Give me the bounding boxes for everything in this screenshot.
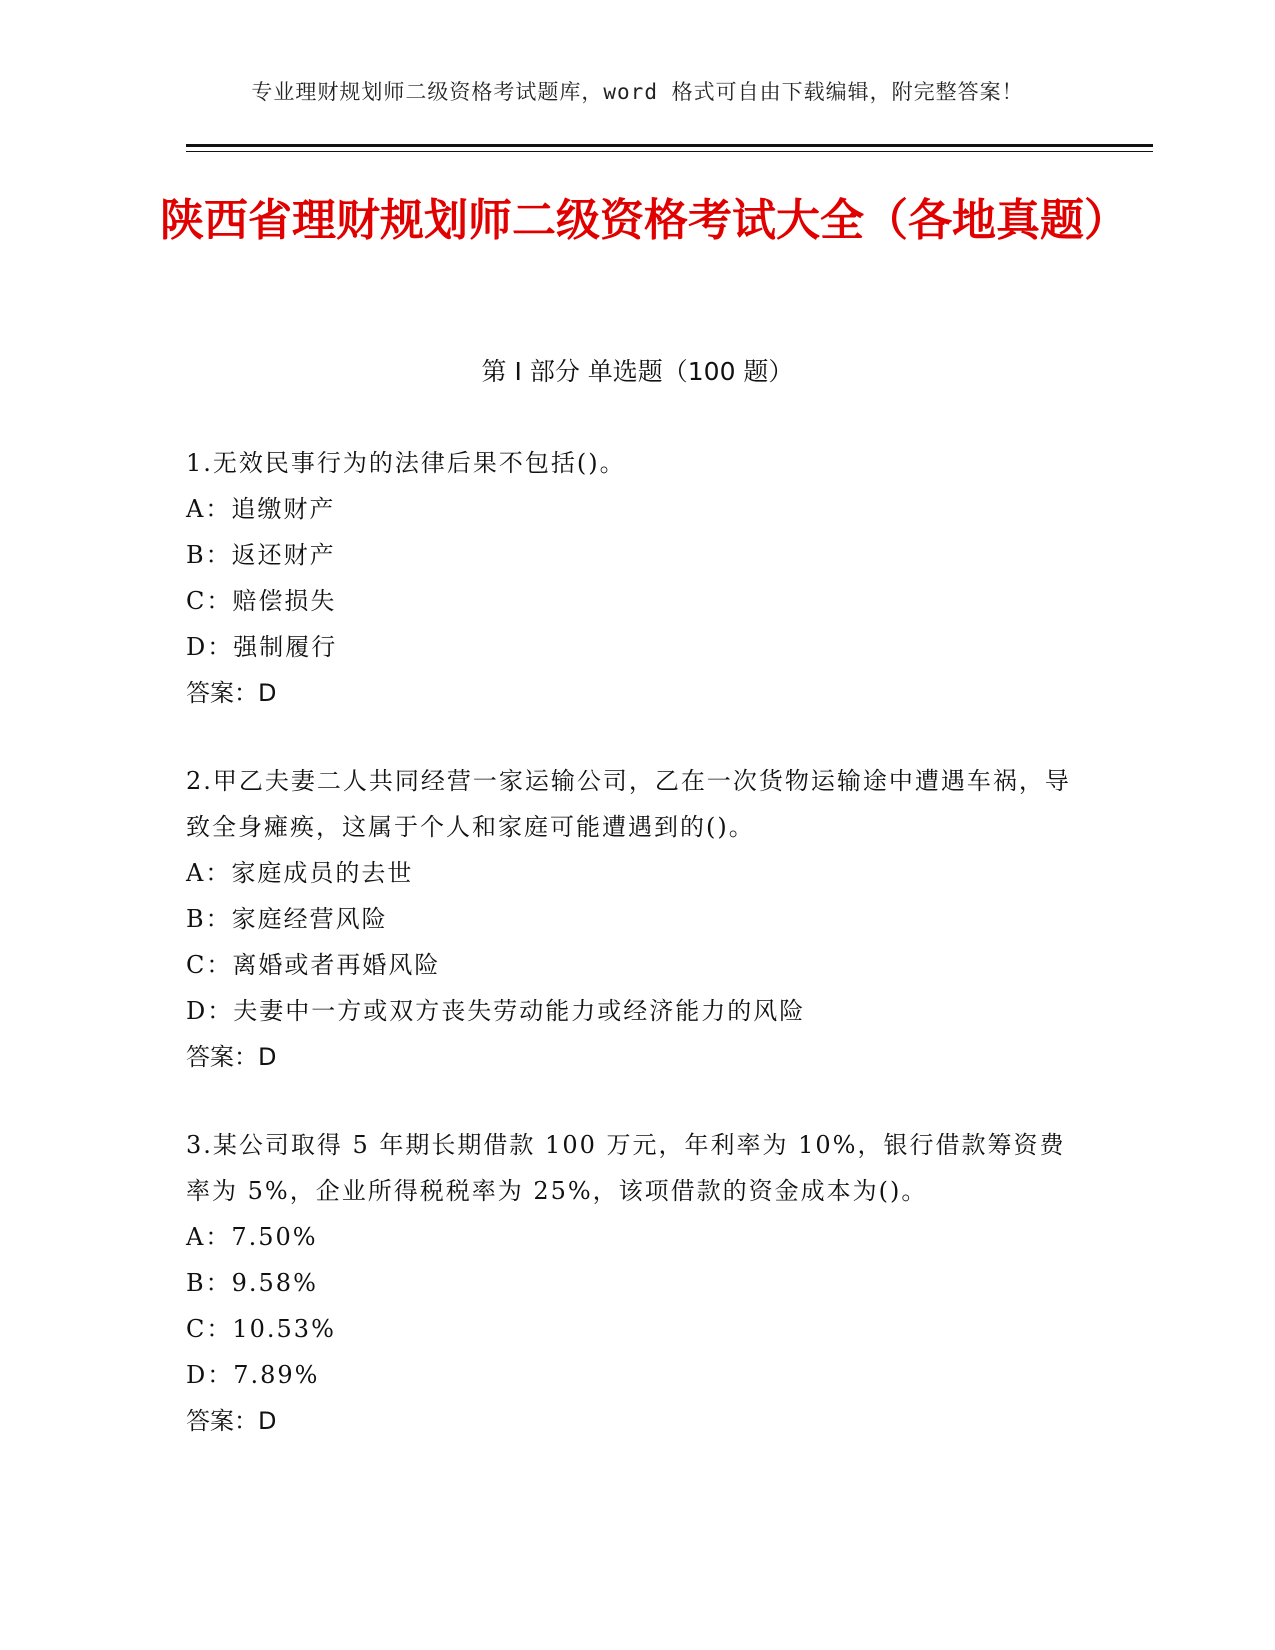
question-stem: 3.某公司取得 5 年期长期借款 100 万元，年利率为 10%，银行借款筹资费率为 5%，企业所得税税率为 25%，该项借款的资金成本为()。 <box>186 1131 1066 1205</box>
header-note: 专业理财规划师二级资格考试题库，word 格式可自由下载编辑，附完整答案！ <box>251 80 1024 104</box>
option-c: C：离婚或者再婚风险 <box>186 951 441 979</box>
question-stem: 1.无效民事行为的法律后果不包括()。 <box>186 449 626 477</box>
option-d: D：强制履行 <box>186 633 338 661</box>
option-c: C：赔偿损失 <box>186 587 337 615</box>
option-d: D：7.89% <box>186 1361 320 1389</box>
option-d: D：夫妻中一方或双方丧失劳动能力或经济能力的风险 <box>186 997 806 1025</box>
document-title: 陕西省理财规划师二级资格考试大全（各地真题） <box>160 195 1128 246</box>
option-b: B：9.58% <box>186 1269 318 1297</box>
question-item <box>186 440 1086 716</box>
option-b: B：返还财产 <box>186 541 336 569</box>
option-a: A：家庭成员的去世 <box>186 859 414 887</box>
option-b: B：家庭经营风险 <box>186 905 388 933</box>
question-item <box>186 758 1086 1080</box>
question-list <box>186 440 1086 1486</box>
answer-label: 答案：D <box>186 1043 277 1071</box>
option-a: A：7.50% <box>186 1223 318 1251</box>
option-a: A：追缴财产 <box>186 495 336 523</box>
section-title: 第 I 部分 单选题（100 题） <box>481 357 794 386</box>
question-stem: 2.甲乙夫妻二人共同经营一家运输公司，乙在一次货物运输途中遭遇车祸，导致全身瘫痪，这属于个人和家庭可能遭遇到的()。 <box>186 767 1071 841</box>
question-item <box>186 1122 1086 1444</box>
answer-label: 答案：D <box>186 1407 277 1435</box>
option-c: C：10.53% <box>186 1315 336 1343</box>
header-divider-thin <box>186 151 1153 152</box>
header-divider-thick <box>186 144 1153 147</box>
answer-label: 答案：D <box>186 679 277 707</box>
